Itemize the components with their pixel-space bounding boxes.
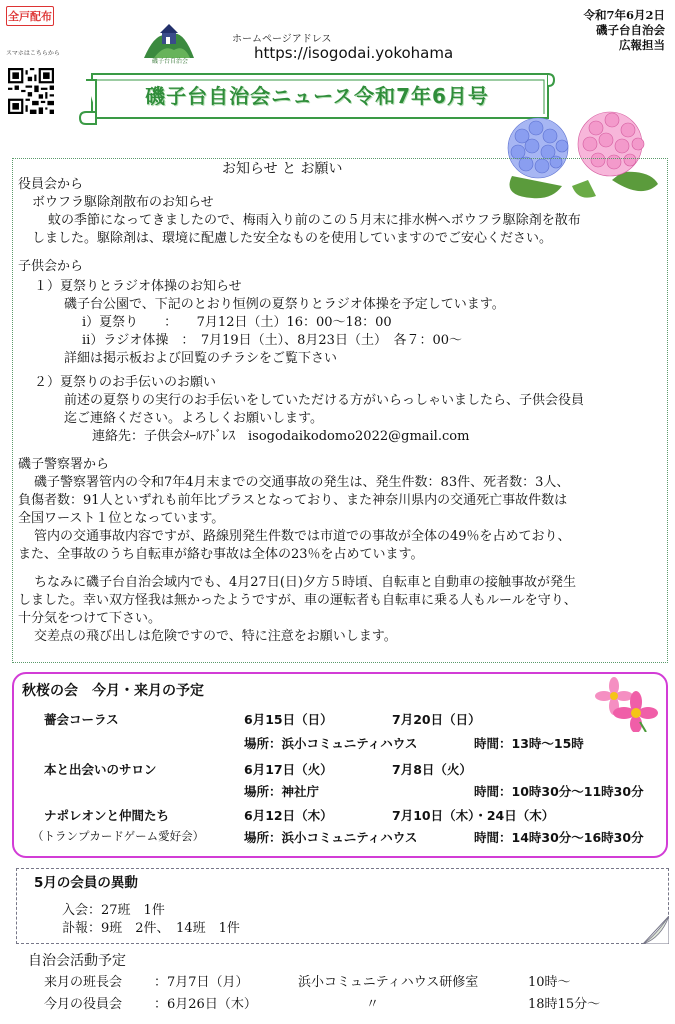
helpers-line1: 前述の夏祭りの実行のお手伝いをしていただける方がいらっしゃいましたら、子供会役員 [64, 393, 585, 408]
qr-code-icon[interactable] [8, 68, 54, 114]
activity-officers-label: 今月の役員会 [44, 997, 123, 1012]
notice-title: お知らせ と お願い [222, 161, 343, 177]
member-changes-title: 5月の会員の異動 [34, 875, 138, 891]
autumn-club-title: 秋桜の会 今月・来月の予定 [22, 683, 204, 699]
police-line2: 負傷者数：91人といずれも前年比プラスとなっており、また神奈川県内の交通死亡事故件数は [18, 493, 568, 508]
homepage-label: ホームページアドレス [232, 34, 332, 45]
homepage-url[interactable]: https://isogodai.yokohama [254, 44, 454, 62]
event-salon-place: 場所：神社庁 [244, 784, 320, 799]
logo-caption: 磯子台自治会 [151, 58, 188, 65]
summer-fest-line1: 磯子台公園で、下記のとおり恒例の夏祭りとラジオ体操を予定しています。 [64, 297, 505, 312]
activity-officers-date: ：6月26日（木） [154, 997, 257, 1012]
activity-leaders-place: 浜小コミュニティハウス研修室 [298, 975, 479, 990]
member-join: 入会：27班 1件 [62, 903, 165, 918]
event-cards-name: ナポレオンと仲間たち [44, 808, 170, 823]
qr-caption: スマホはこちらから [6, 50, 60, 57]
issue-info [583, 8, 665, 53]
summer-fest-schedule1: ⅰ）夏祭り ： 7月12日（土）16：00～18：00 [82, 315, 392, 330]
event-cards-subtitle: （トランプカードゲーム愛好会） [32, 829, 205, 843]
event-cards-time: 時間：14時30分～16時30分 [474, 830, 644, 845]
event-chorus-date1: 6月15日（日） [244, 712, 333, 727]
section-heading-police: 磯子警察署から [18, 457, 110, 472]
police-line3: 全国ワースト１位となっています。 [18, 511, 225, 526]
event-salon-name: 本と出会いのサロン [44, 762, 157, 777]
helpers-line2: 迄ご連絡ください。よろしくお願いします。 [64, 411, 323, 426]
activities-title: 自治会活動予定 [28, 953, 126, 969]
page-title: 磯子台自治会ニュース令和7年6月号 [145, 84, 489, 108]
event-salon-date1: 6月17日（火） [244, 762, 333, 777]
mosquito-notice-title: ボウフラ駆除剤散布のお知らせ [32, 195, 214, 210]
helpers-contact[interactable]: 連絡先：子供会ﾒｰﾙｱﾄﾞﾚｽ isogodaikodomo2022@gmail.com [92, 429, 470, 444]
helpers-title: ２）夏祭りのお手伝いのお願い [34, 375, 217, 390]
event-cards-date2: 7月10日（木）・24日（木） [392, 808, 555, 823]
police-line4: 管内の交通事故内容ですが、路線別発生件数では市道での事故が全体の49％を占めており、 [34, 529, 571, 544]
summer-fest-schedule2: ⅱ）ラジオ体操 ： 7月19日（土）、8月23日（土） 各７：00～ [82, 333, 462, 348]
activity-leaders-time: 10時～ [528, 975, 571, 990]
issue-date: 令和7年6月2日 [583, 8, 665, 22]
summer-fest-title: １）夏祭りとラジオ体操のお知らせ [34, 279, 242, 294]
mosquito-notice-line2: しました。駆除剤は、環境に配慮した安全なものを使用していますのでご安心ください。 [32, 231, 553, 246]
event-salon-time: 時間：10時30分～11時30分 [474, 784, 644, 799]
police-line8: 十分気をつけて下さい。 [18, 611, 162, 626]
police-line9: 交差点の飛び出しは危険ですので、特に注意をお願いします。 [34, 629, 397, 644]
event-salon-date2: 7月8日（火） [392, 762, 472, 777]
police-line7: しました。幸い双方怪我は無かったようですが、車の運転者も自転車に乗る人もルールを守り、 [18, 593, 577, 608]
activity-officers-place: 〃 [366, 997, 380, 1012]
issuer-org: 磯子台自治会 [596, 23, 665, 37]
event-chorus-date2: 7月20日（日） [392, 712, 481, 727]
section-heading-board: 役員会から [18, 177, 84, 192]
event-cards-place: 場所：浜小コミュニティハウス [244, 830, 418, 845]
event-chorus-name: 薔会コーラス [44, 712, 119, 727]
activity-officers-time: 18時15分～ [528, 997, 601, 1012]
police-line5: また、全事故のうち自転車が絡む事故は全体の23％を占めています。 [18, 547, 424, 562]
activity-leaders-date: ：7月7日（月） [154, 975, 249, 990]
event-cards-date1: 6月12日（木） [244, 808, 333, 823]
police-line1: 磯子警察署管内の令和7年4月末までの交通事故の発生は、発生件数：83件、死者数：3人、 [34, 475, 570, 490]
summer-fest-details: 詳細は掲示板および回覧のチラシをご覧下さい [64, 351, 338, 366]
police-line6: ちなみに磯子台自治会域内でも、4月27日(日)夕方５時頃、自転車と自動車の接触事故が発生 [34, 575, 576, 590]
mosquito-notice-line1: 蚊の季節になってきましたので、梅雨入り前のこの５月末に排水桝へボウフラ駆除剤を散布 [48, 213, 581, 228]
issuer-dept: 広報担当 [619, 38, 665, 52]
activity-leaders-label: 来月の班長会 [44, 975, 123, 990]
distribution-badge: 全戸配布 [6, 6, 54, 26]
page-fold-corner-icon [643, 916, 669, 944]
section-heading-kids: 子供会から [18, 259, 84, 274]
member-obituary: 訃報：9班 2件、 14班 1件 [62, 921, 240, 936]
event-chorus-place: 場所：浜小コミュニティハウス [244, 736, 418, 751]
cosmos-flower-icon [594, 676, 658, 732]
event-chorus-time: 時間：13時～15時 [474, 736, 584, 751]
